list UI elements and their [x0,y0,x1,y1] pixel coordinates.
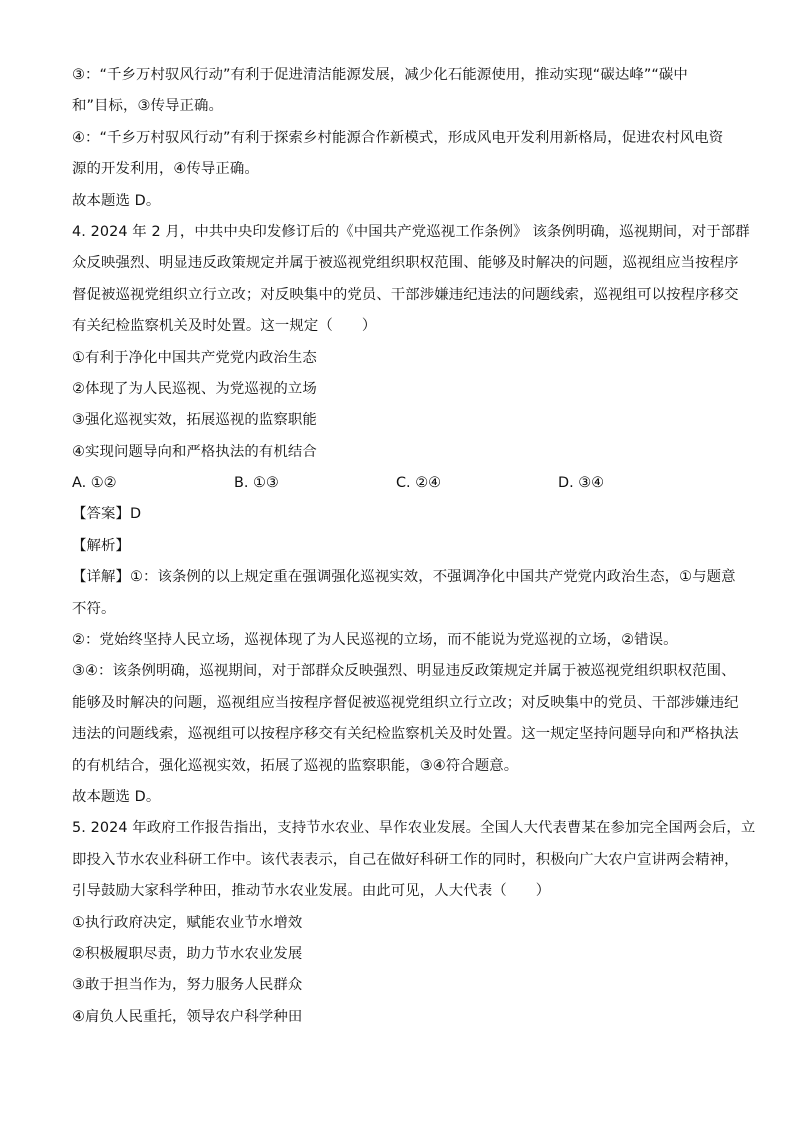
q4-item-2: ②体现了为人民巡视、为党巡视的立场 [72,380,317,397]
q4-detail-1-line2: 不符。 [72,600,116,617]
q4-detail-2: ②：党始终坚持人民立场，巡视体现了为人民巡视的立场，而不能说为党巡视的立场，②错误。 [72,632,678,649]
q3-analysis-4-line1: ④：“千乡万村驭风行动”有利于探索乡村能源合作新模式，形成风电开发利用新格局，促进农村风电资 [72,129,724,146]
q5-item-3: ③敢于担当作为，努力服务人民群众 [72,977,303,994]
q5-item-1: ①执行政府决定，赋能农业节水增效 [72,914,303,931]
q4-options [72,468,722,499]
q4-stem-line4: 有关纪检监察机关及时处置。这一规定（ ） [72,318,377,335]
q4-detail-34-line3: 违法的问题线索，巡视组可以按程序移交有关纪检监察机关及时处置。这一规定坚持问题导向和严格执法 [72,726,739,743]
q4-detail-34-line2: 能够及时解决的问题，巡视组应当按程序督促被巡视党组织立行立改；对反映集中的党员、干部涉嫌违纪 [72,694,739,711]
q4-option-a: A. ①② [72,475,117,492]
q4-answer: 【答案】D [72,506,142,523]
q5-stem-line2: 即投入节水农业科研工作中。该代表表示，自己在做好科研工作的同时，积极向广大农户宣讲两会精神， [72,851,739,868]
q4-detail-34-line4: 的有机结合，强化巡视实效，拓展了巡视的监察职能，③④符合题意。 [72,757,519,774]
q5-stem-line3: 引导鼓励大家科学种田，推动节水农业发展。由此可见，人大代表（ ） [72,883,551,900]
q4-option-d: D. ③④ [558,475,605,492]
q3-analysis-3-line2: 和”目标，③传导正确。 [72,98,223,115]
document-page [72,60,756,1033]
q3-analysis-4-line2: 源的开发利用，④传导正确。 [72,161,259,178]
q4-stem-line1: 4. 2024 年 2 月，中共中央印发修订后的《中国共产党巡视工作条例》 该条例明确，巡视期间，对于部群 [72,223,750,240]
q4-option-b: B. ①③ [234,475,279,492]
q5-item-4: ④肩负人民重托，领导农户科学种田 [72,1008,303,1025]
q4-analysis-title: 【解析】 [72,537,130,554]
q4-conclusion: 故本题选 D。 [72,788,161,805]
q3-conclusion: 故本题选 D。 [72,192,161,209]
q5-item-2: ②积极履职尽责，助力节水农业发展 [72,945,303,962]
q4-detail-34-line1: ③④：该条例明确，巡视期间，对于部群众反映强烈、明显违反政策规定并属于被巡视党组织职权范围、 [72,663,736,680]
q4-item-1: ①有利于净化中国共产党党内政治生态 [72,349,317,366]
q4-detail-1-line1: 【详解】①：该条例的以上规定重在强调强化巡视实效，不强调净化中国共产党党内政治生态，①与题意 [72,569,736,586]
q5-stem-line1: 5. 2024 年政府工作报告指出，支持节水农业、旱作农业发展。全国人大代表曹某在参加完全国两会后，立 [72,820,756,837]
q4-option-c: C. ②④ [396,475,441,492]
q4-stem-line2: 众反映强烈、明显违反政策规定并属于被巡视党组织职权范围、能够及时解决的问题，巡视组应当按程序 [72,255,739,272]
q4-item-4: ④实现问题导向和严格执法的有机结合 [72,443,317,460]
q3-analysis-3-line1: ③：“千乡万村驭风行动”有利于促进清洁能源发展，减少化石能源使用，推动实现“碳达峰”“碳中 [72,67,688,83]
q4-stem-line3: 督促被巡视党组织立行立改；对反映集中的党员、干部涉嫌违纪违法的问题线索，巡视组可以按程序移交 [72,286,739,303]
q4-item-3: ③强化巡视实效，拓展巡视的监察职能 [72,412,317,429]
